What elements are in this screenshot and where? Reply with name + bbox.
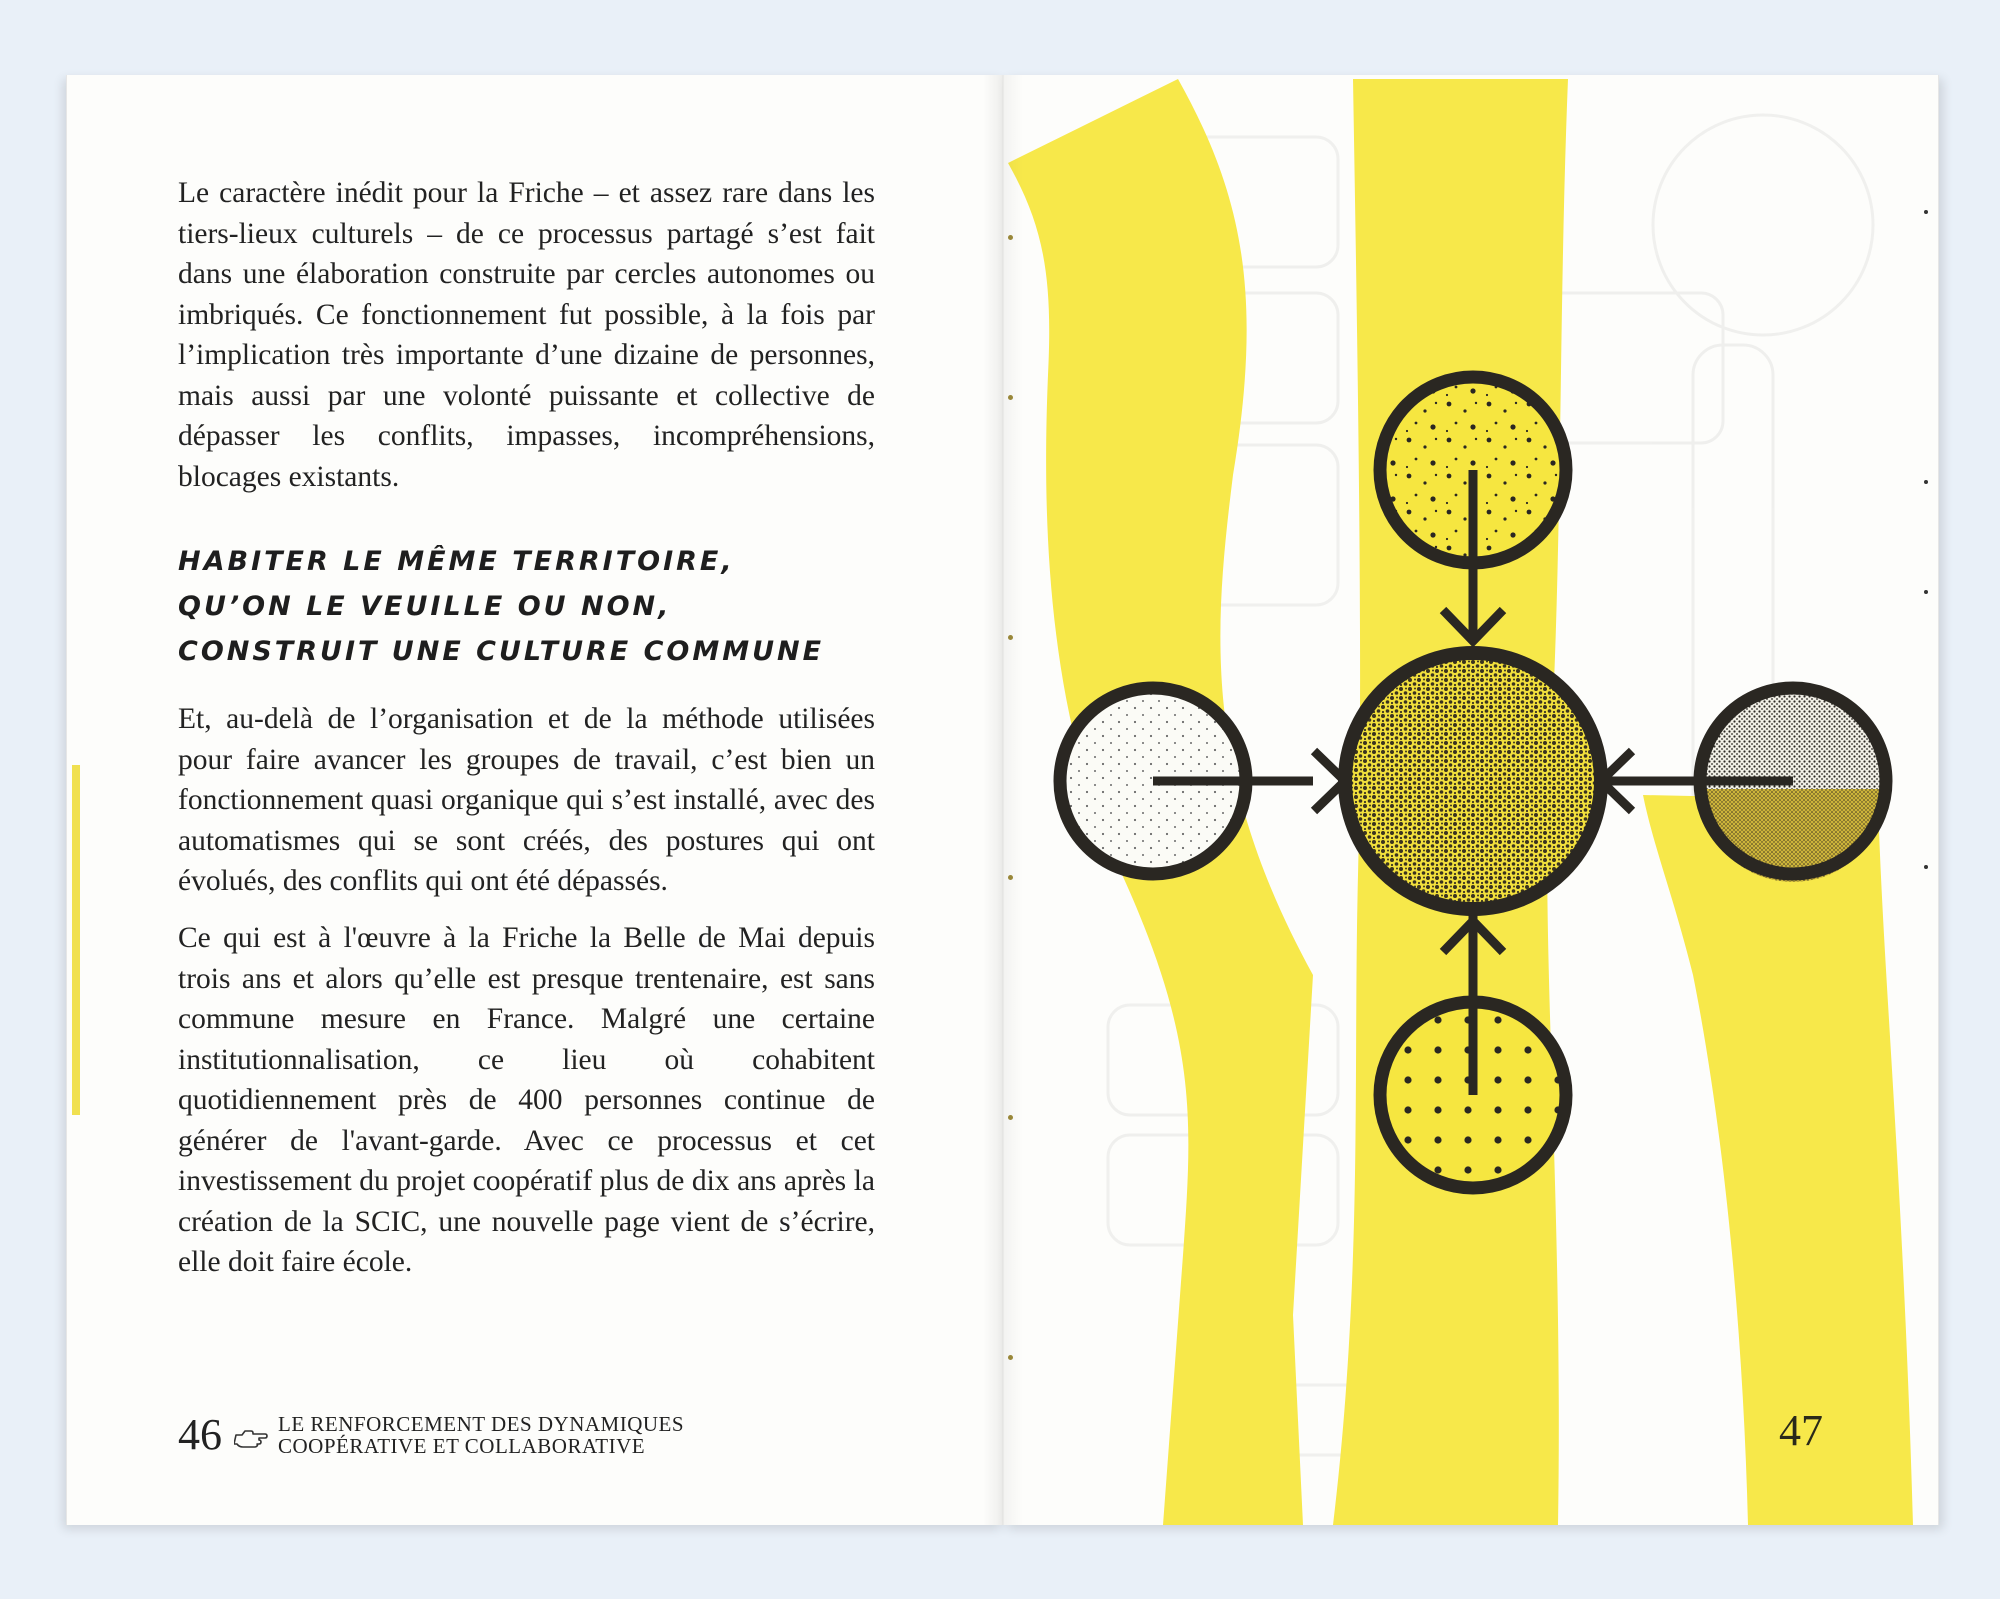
center-circle bbox=[1345, 653, 1601, 909]
binding-mark bbox=[1008, 1115, 1013, 1120]
body-paragraph-2 bbox=[178, 699, 875, 902]
right-page bbox=[1003, 75, 1939, 1525]
chapter-title-line-1: LE RENFORCEMENT DES DYNAMIQUES bbox=[278, 1412, 685, 1436]
body-paragraph-1 bbox=[178, 173, 875, 497]
binding-mark bbox=[1008, 635, 1013, 640]
left-circle bbox=[1060, 688, 1313, 874]
binding-mark bbox=[1008, 875, 1013, 880]
paragraph-text: Et, au-delà de l’organisation et de la méthode utilisées pour faire avancer les groupes de travail, c’est bien un fonctionnement quasi organique qui s’est installé, avec des automatismes qui se sont créés, des postures qui ont évolués, des conflits qui ont été dépassés. bbox=[178, 703, 875, 897]
page-footer bbox=[178, 1405, 684, 1465]
paragraph-text: Le caractère inédit pour la Friche – et assez rare dans les tiers-lieux culturels – de ce processus partagé s’est fait dans une élaboration construite par cercles autonomes ou imbriqués. Ce fonctionnement fut possible, à la fois par l’implication très importante d’une dizaine de personnes, mais aussi par une volonté puissante et collective de dépasser les conflits, impasses, incompréhensions, blocages existants. bbox=[178, 177, 875, 493]
page-number: 47 bbox=[1779, 1406, 1823, 1455]
yellow-edge-mark bbox=[72, 765, 80, 1115]
chapter-title bbox=[278, 1413, 684, 1457]
edge-dot bbox=[1924, 480, 1928, 484]
booklet-spread bbox=[66, 75, 1938, 1525]
heading-line-3: CONSTRUIT UNE CULTURE COMMUNE bbox=[178, 636, 825, 667]
binding-mark bbox=[1008, 235, 1013, 240]
binding-mark bbox=[1008, 395, 1013, 400]
edge-dot bbox=[1924, 590, 1928, 594]
illustration bbox=[1003, 75, 1938, 1525]
heading-line-2: QU’ON LE VEUILLE OU NON, bbox=[178, 591, 672, 622]
chapter-title-line-2: COOPÉRATIVE ET COLLABORATIVE bbox=[278, 1434, 646, 1458]
section-heading bbox=[178, 539, 918, 674]
left-page bbox=[66, 75, 1004, 1525]
yellow-stroke-right bbox=[1643, 795, 1913, 1525]
binding-mark bbox=[1008, 1355, 1013, 1360]
edge-dot bbox=[1924, 865, 1928, 869]
heading-line-1: HABITER LE MÊME TERRITOIRE, bbox=[178, 546, 735, 577]
page-number: 46 bbox=[178, 1410, 222, 1459]
edge-dot bbox=[1924, 210, 1928, 214]
paragraph-text: Ce qui est à l'œuvre à la Friche la Belle de Mai depuis trois ans et alors qu’elle est presque trentenaire, est sans commune mesure en France. Malgré une certaine institutionnalisation, ce lieu où cohabitent quotidiennement près de 400 personnes continue de générer de l'avant-garde. Avec ce processus et cet investissement du projet coopératif plus de dix ans après la création de la SCIC, une nouvelle page vient de s’écrire, elle doit faire école. bbox=[178, 922, 875, 1278]
right-circle bbox=[1613, 688, 1886, 882]
pointing-hand-icon bbox=[234, 1427, 268, 1449]
body-paragraph-3 bbox=[178, 918, 875, 1283]
